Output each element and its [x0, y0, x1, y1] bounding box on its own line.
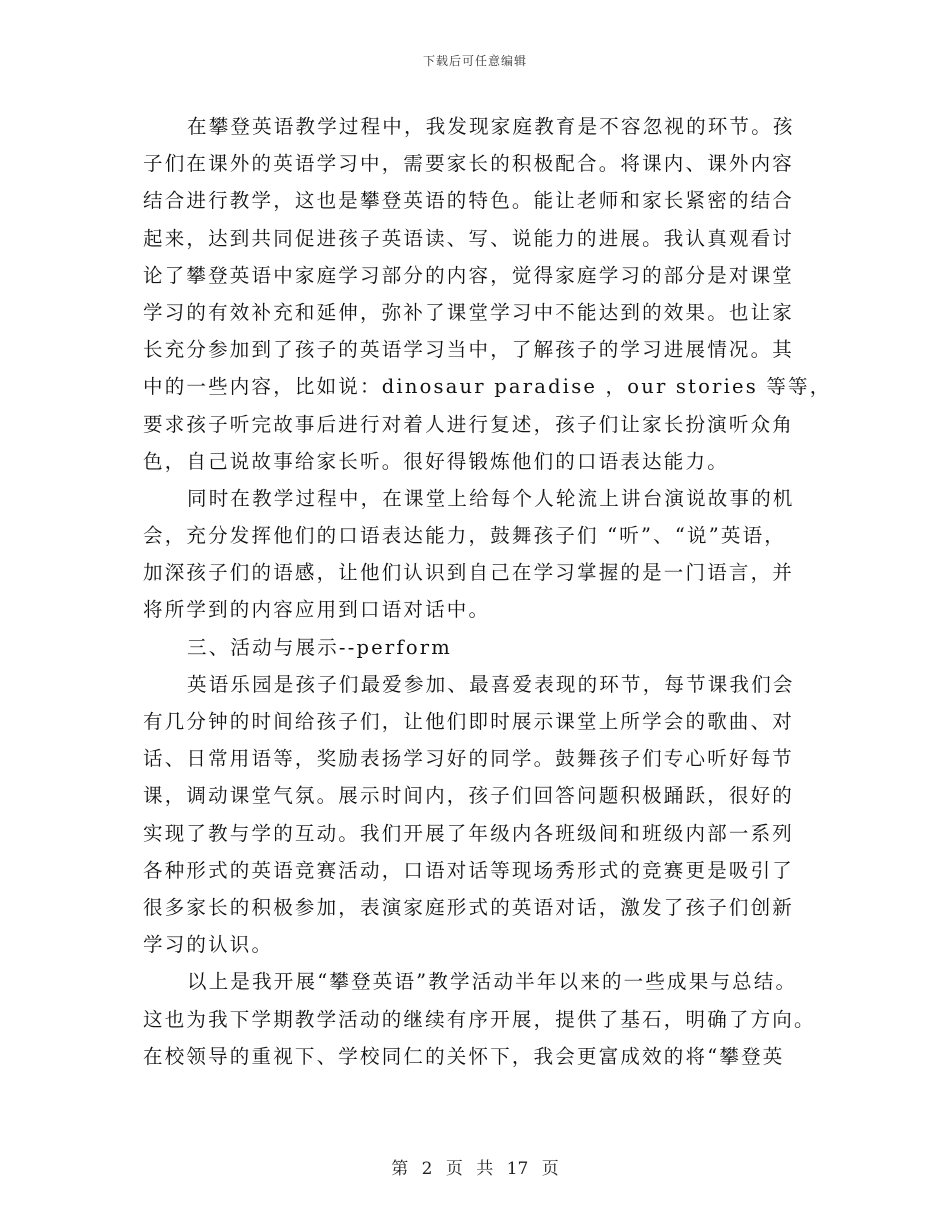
body-text-line: 将所学到的内容应用到口语对话中。 — [143, 598, 491, 622]
body-text-line: 同时在教学过程中，在课堂上给每个人轮流上讲台演说故事的机 — [187, 486, 795, 510]
body-text-line: 学习的有效补充和延伸，弥补了课堂学习中不能达到的效果。也让家 — [143, 300, 795, 324]
body-text-line: 各种形式的英语竞赛活动，口语对话等现场秀形式的竞赛更是吸引了 — [143, 858, 795, 882]
body-text-line: 色，自己说故事给家长听。很好得锻炼他们的口语表达能力。 — [143, 449, 729, 473]
body-text-line: 三、活动与展示--perform — [187, 635, 452, 659]
body-text-line: 论了攀登英语中家庭学习部分的内容，觉得家庭学习的部分是对课堂 — [143, 263, 795, 287]
page-number-footer: 第 2 页 共 17 页 — [391, 1159, 559, 1179]
body-text-line: 在校领导的重视下、学校同仁的关怀下，我会更富成效的将“攀登英 — [143, 1044, 785, 1068]
document-body — [143, 108, 833, 1075]
body-text-line: 结合进行教学，这也是攀登英语的特色。能让老师和家长紧密的结合 — [143, 189, 795, 213]
page-header: 下载后可任意编辑 — [422, 54, 527, 68]
body-text-line: 会，充分发挥他们的口语表达能力，鼓舞孩子们 “听”、“说”英语， — [143, 524, 786, 548]
body-text-line: 以上是我开展“攀登英语”教学活动半年以来的一些成果与总结。 — [187, 970, 798, 994]
body-text-line: 子们在课外的英语学习中，需要家长的积极配合。将课内、课外内容 — [143, 152, 795, 176]
body-text-line: 实现了教与学的互动。我们开展了年级内各班级间和班级内部一系列 — [143, 821, 795, 845]
body-text-line: 中的一些内容，比如说：dinosaur paradise ，our stories 等等， — [143, 375, 832, 399]
body-text-line: 起来，达到共同促进孩子英语读、写、说能力的进展。我认真观看讨 — [143, 226, 795, 250]
body-text-line: 这也为我下学期教学活动的继续有序开展，提供了基石，明确了方向。 — [143, 1007, 816, 1031]
body-text-line: 在攀登英语教学过程中，我发现家庭教育是不容忽视的环节。孩 — [187, 115, 795, 138]
body-text-line: 话、日常用语等，奖励表扬学习好的同学。鼓舞孩子们专心听好每节 — [143, 747, 795, 771]
body-text-line: 学习的认识。 — [143, 933, 274, 957]
body-text-line: 有几分钟的时间给孩子们，让他们即时展示课堂上所学会的歌曲、对 — [143, 710, 795, 733]
body-text-line: 课，调动课堂气氛。展示时间内，孩子们回答问题积极踊跃，很好的 — [143, 784, 795, 808]
body-text-line: 英语乐园是孩子们最爱参加、最喜爱表现的环节，每节课我们会 — [187, 672, 795, 696]
body-text-line: 很多家长的积极参加，表演家庭形式的英语对话，激发了孩子们创新 — [143, 895, 795, 919]
body-text-line: 要求孩子听完故事后进行对着人进行复述，孩子们让家长扮演听众角 — [143, 412, 795, 436]
body-text-line: 加深孩子们的语感，让他们认识到自己在学习掌握的是一门语言，并 — [143, 561, 795, 585]
body-text-line: 长充分参加到了孩子的英语学习当中，了解孩子的学习进展情况。其 — [143, 338, 795, 362]
